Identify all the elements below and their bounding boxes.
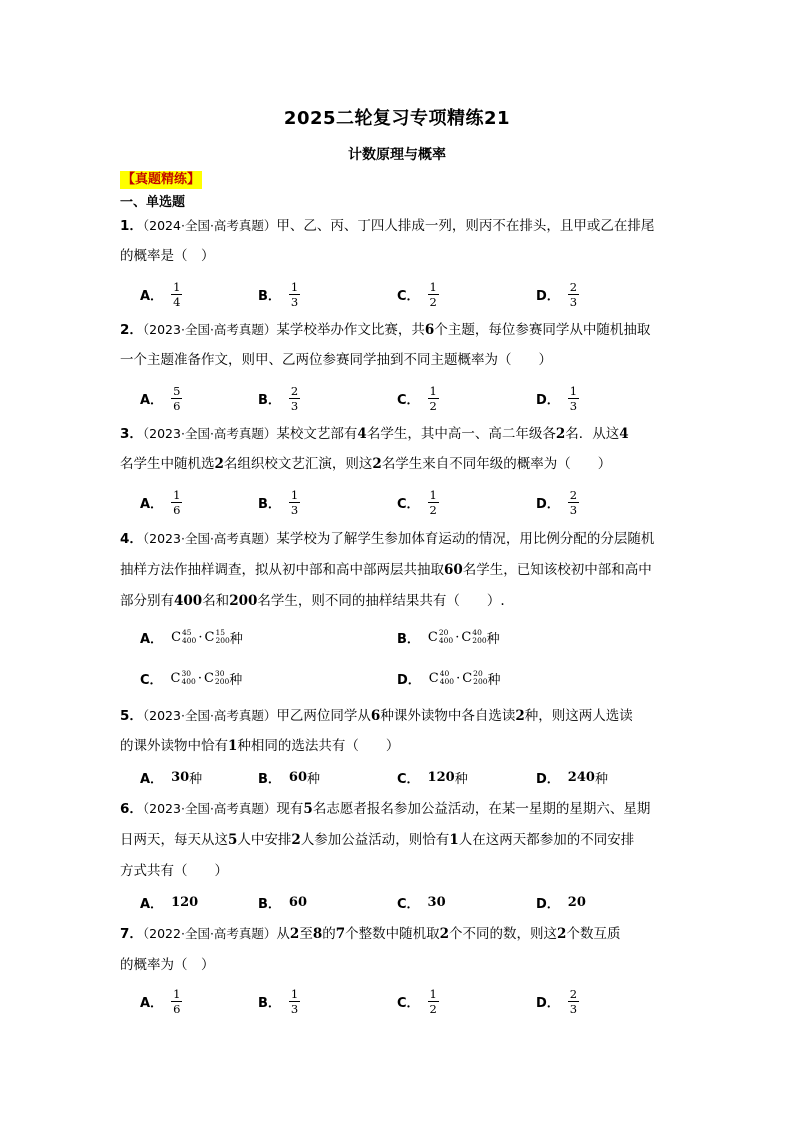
denominator: 3 [290,502,299,517]
option-b [258,882,307,922]
question-5-line-2 [120,736,680,756]
denominator: 3 [569,398,578,413]
question-number-value: 60 [444,562,463,578]
question-number-value: 400 [174,593,203,609]
option-c [397,482,439,522]
combination-sup: 45 [182,628,192,637]
document-subtitle: 计数原理与概率 [348,147,446,163]
unit-label: 种 [486,631,500,647]
option-letter: C． [397,288,420,304]
option-letter: D． [536,288,560,304]
question-number-value: 8 [312,926,323,942]
question-text: 名志愿者报名参加公益活动，在某一星期的星期六、星期 [312,801,651,817]
question-6-line-2 [120,830,680,850]
question-source: （2023·全国·高考真题） [142,322,277,337]
question-number-value: 7 [335,926,346,942]
question-5-line-1 [120,706,680,726]
numerator: 2 [569,279,578,294]
option-d [536,882,586,922]
option-letter: D． [536,896,560,912]
question-text: 名学生中随机选 [120,456,215,472]
question-4-line-1 [120,529,680,549]
option-fraction [428,488,439,517]
option-letter: C． [397,392,420,408]
denominator: 3 [290,1001,299,1016]
option-a [140,482,182,522]
question-source: （2023·全国·高考真题） [142,801,277,816]
combination-sup: 30 [181,669,192,678]
combination-sub: 400 [182,636,197,645]
combination-sup: 15 [215,628,225,637]
question-3-line-1 [120,424,680,444]
question-number-value: 5 [228,832,238,848]
combination-expression: C 40 400 · C 20 200 种 [428,669,501,688]
unit-label: 种 [189,771,203,787]
option-fraction [568,384,579,413]
denominator: 6 [173,398,181,413]
question-1-line-2 [120,246,680,266]
option-c [397,274,439,314]
option-letter: B． [258,896,281,912]
option-d [397,658,501,698]
denominator: 2 [429,502,437,517]
question-text: 个主题，每位参赛同学从中随机抽取 [434,322,651,338]
option-value: 60 [288,769,308,785]
option-b [397,617,500,657]
option-letter: B． [397,631,420,647]
question-number: 6． [120,801,143,817]
option-letter: A． [140,771,164,787]
denominator: 4 [173,294,181,309]
question-text: 某校文艺部有 [276,426,358,442]
option-c [397,981,439,1021]
question-number-value: 4 [619,426,629,442]
combination-sup: 40 [439,669,450,678]
question-text: 名和 [202,593,230,609]
question-text: 个不同的数，则这 [449,926,558,942]
question-number-value: 6 [370,708,381,724]
question-number-value: 2 [372,456,382,472]
denominator: 3 [569,294,578,309]
option-value: 240 [567,769,595,785]
option-fraction [289,280,300,309]
option-letter: A． [140,496,164,512]
question-text: 甲乙两位同学从 [276,708,371,724]
option-fraction [568,280,579,309]
question-text: 某学校举办作文比赛，共 [276,322,425,338]
question-text: 个整数中随机取 [345,926,440,942]
combination-sup: 40 [472,628,482,637]
question-text: 抽样方法作抽样调查，拟从初中部和高中部两层共抽取 [120,562,444,578]
numerator: 1 [290,487,299,502]
question-number-value: 1 [228,738,238,754]
question-text: 部分别有 [120,593,174,609]
option-fraction [289,488,300,517]
question-text: 人在这两天都参加的不同安排 [458,832,635,848]
question-4-line-3 [120,591,680,611]
option-letter: C． [397,496,420,512]
option-letter: D． [536,995,560,1011]
denominator: 3 [569,1001,578,1016]
question-number-value: 1 [449,832,459,848]
option-c [397,757,468,797]
numerator: 1 [569,383,578,398]
numerator: 2 [569,487,578,502]
option-fraction [289,987,300,1016]
option-d [536,378,579,418]
question-number: 4． [120,531,143,547]
denominator: 6 [173,1001,181,1016]
option-d [536,482,579,522]
option-a [140,617,243,657]
question-number-value: 2 [555,426,566,442]
option-d [536,274,579,314]
question-4-line-2 [120,560,680,580]
question-number: 7． [120,926,143,942]
section-tag: 【真题精练】 [122,172,201,187]
option-value: 120 [427,769,455,785]
option-a [140,981,182,1021]
combination-sub: 400 [439,677,455,686]
option-fraction [171,987,182,1016]
option-letter: A． [140,392,164,408]
combination-sub: 200 [215,636,230,645]
option-letter: A． [140,896,164,912]
question-number: 3． [120,426,143,442]
question-number-value: 2 [214,456,224,472]
option-letter: C． [397,896,420,912]
combination-sup: 30 [214,669,225,678]
question-6-line-3 [120,861,680,881]
combination-sub: 200 [472,636,487,645]
option-letter: B． [258,771,281,787]
question-number-value: 2 [557,926,567,942]
question-6-line-1 [120,799,680,819]
combination-sub: 200 [214,677,230,686]
option-b [258,482,300,522]
question-text: 名．从这 [565,426,620,442]
question-number-value: 2 [515,708,525,724]
question-text: 的课外读物中恰有 [120,738,228,754]
option-fraction [428,987,439,1016]
option-letter: C． [397,995,420,1011]
question-text: 某学校为了解学生参加体育运动的情况，用比例分配的分层随机 [276,531,655,547]
numerator: 2 [290,383,299,398]
option-b [258,378,300,418]
option-fraction [428,384,439,413]
question-text: 名组织校文艺汇演，则这 [223,456,373,472]
combination-sub: 400 [438,636,454,645]
question-text: 一个主题准备作文，则甲、乙两位参赛同学抽到不同主题概率为（ ） [120,352,552,368]
question-source: （2023·全国·高考真题） [142,426,277,441]
question-7-line-2 [120,955,680,975]
question-text: 的 [322,926,336,942]
denominator: 3 [290,294,299,309]
option-a [140,757,202,797]
question-2-line-1 [120,320,680,340]
question-text: 现有 [276,801,304,817]
question-number: 2． [120,322,143,338]
option-b [258,981,300,1021]
denominator: 6 [173,502,181,517]
option-c [397,378,439,418]
numerator: 1 [173,487,181,502]
denominator: 2 [429,398,437,413]
question-text: 至 [299,926,313,942]
question-text: 人中安排 [237,832,292,848]
question-text: 个数互质 [566,926,621,942]
question-text: 名学生，已知该校初中部和高中 [462,562,652,578]
question-number-value: 2 [439,926,450,942]
numerator: 1 [429,383,437,398]
question-number-value: 2 [291,832,301,848]
numerator: 1 [173,986,181,1001]
question-number-value: 2 [289,926,300,942]
option-letter: C． [140,672,163,688]
option-fraction [568,488,579,517]
option-letter: A． [140,631,164,647]
numerator: 2 [569,986,578,1001]
unit-label: 种 [229,631,243,647]
question-1-line-1 [120,216,680,236]
numerator: 5 [173,383,181,398]
numerator: 1 [290,279,299,294]
option-fraction [428,280,439,309]
numerator: 1 [290,986,299,1001]
option-a [140,378,182,418]
denominator: 2 [429,1001,437,1016]
option-d [536,757,608,797]
option-fraction [171,280,182,309]
option-letter: D． [536,392,560,408]
combination-expression: C 20 400 · C 40 200 种 [427,628,500,647]
option-letter: B． [258,392,281,408]
question-3-line-2 [120,454,680,474]
option-letter: B． [258,496,281,512]
unit-label: 种 [307,771,321,787]
question-text: 的概率为（ ） [120,957,215,973]
option-value: 20 [567,894,586,910]
unit-label: 种 [454,771,468,787]
question-text: 方式共有（ ） [120,863,228,879]
question-number-value: 4 [357,426,367,442]
option-value: 120 [171,894,199,910]
combination-expression: C 30 400 · C 30 200 种 [170,669,243,688]
option-letter: B． [258,288,281,304]
option-letter: D． [536,771,560,787]
unit-label: 种 [594,771,608,787]
question-source: （2022·全国·高考真题） [142,926,277,941]
question-text: 种相同的选法共有（ ） [237,738,400,754]
section-heading: 一、单选题 [120,195,186,210]
combination-sup: 20 [473,669,483,678]
combination-sup: 20 [438,628,449,637]
option-d [536,981,579,1021]
option-letter: D． [536,496,560,512]
question-text: 日两天，每天从这 [120,832,228,848]
option-value: 30 [427,894,446,910]
question-text: 名学生，其中高一、高二年级各 [366,426,556,442]
unit-label: 种 [229,672,243,688]
denominator: 3 [569,502,578,517]
option-fraction [171,384,182,413]
question-number: 5． [120,708,143,724]
numerator: 1 [429,986,437,1001]
question-2-line-2 [120,350,680,370]
option-value: 30 [171,769,190,785]
question-source: （2023·全国·高考真题） [142,708,277,723]
question-number-value: 6 [424,322,435,338]
question-text: 人参加公益活动，则恰有 [300,832,450,848]
option-letter: A． [140,288,164,304]
question-text: 名学生，则不同的抽样结果共有（ ）. [257,593,505,609]
question-text: 名学生来自不同年级的概率为（ ） [381,456,612,472]
option-b [258,757,320,797]
option-letter: A． [140,995,164,1011]
numerator: 1 [173,279,181,294]
question-text: 种，则这两人选读 [524,708,633,724]
question-number-value: 5 [303,801,313,817]
combination-sub: 400 [181,677,196,686]
question-text: 种课外读物中各自选读 [380,708,516,724]
question-text: 从 [276,926,290,942]
numerator: 1 [429,279,437,294]
option-fraction [568,987,579,1016]
unit-label: 种 [487,672,501,688]
document-title: 2025二轮复习专项精练21 [283,108,511,129]
option-letter: D． [397,672,421,688]
option-letter: B． [258,995,281,1011]
option-c [397,882,446,922]
option-letter: C． [397,771,420,787]
option-fraction [289,384,300,413]
option-fraction [171,488,182,517]
denominator: 3 [290,398,299,413]
question-number: 1． [120,218,143,234]
question-text: 的概率是（ ） [120,248,215,264]
question-number-value: 200 [229,593,258,609]
numerator: 1 [429,487,437,502]
option-c [140,658,242,698]
question-source: （2024·全国·高考真题） [142,218,277,233]
option-a [140,274,182,314]
option-b [258,274,300,314]
combination-sub: 200 [473,677,488,686]
combination-expression: C 45 400 · C 15 200 种 [171,628,243,647]
question-text: 甲、乙、丙、丁四人排成一列，则丙不在排头，且甲或乙在排尾 [276,218,655,234]
question-7-line-1 [120,924,680,944]
option-value: 60 [288,894,308,910]
question-source: （2023·全国·高考真题） [142,531,277,546]
option-a [140,882,198,922]
denominator: 2 [429,294,437,309]
